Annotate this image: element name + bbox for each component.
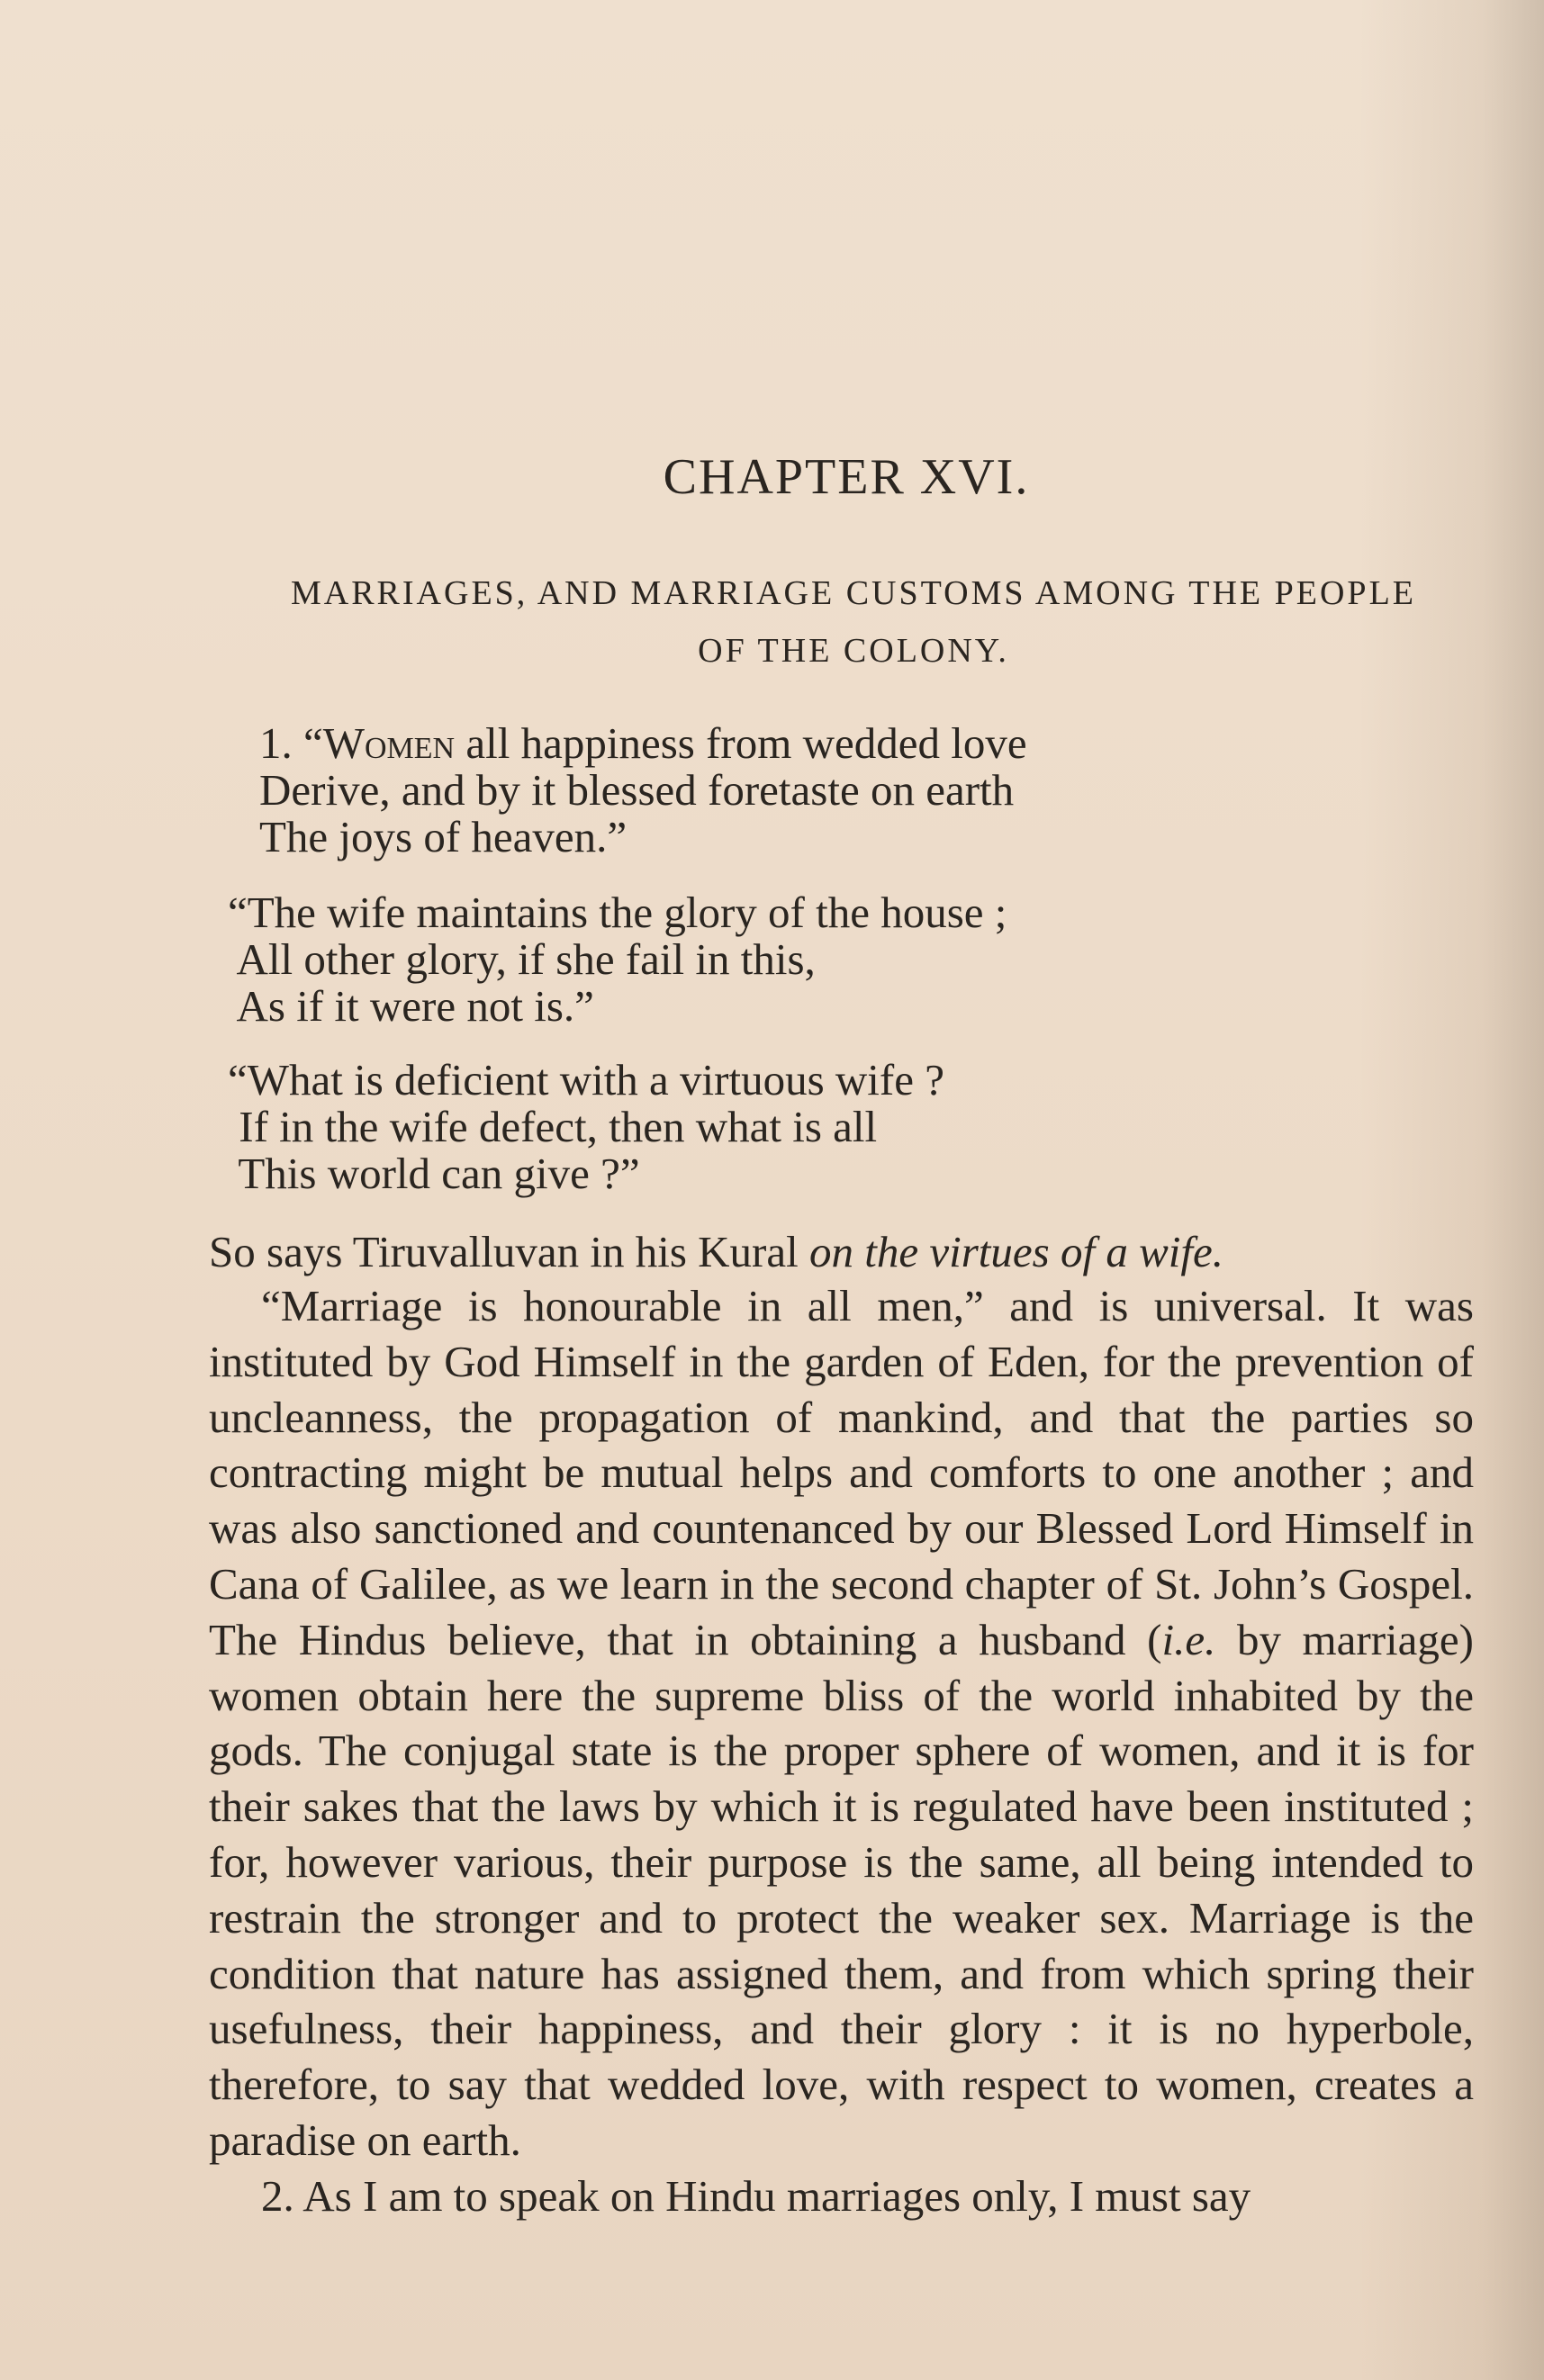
verse-number: 1. “ [259, 718, 323, 768]
chapter-title: CHAPTER XVI. [663, 449, 1030, 505]
attribution-italic-text: on the virtues of a wife. [808, 1227, 1223, 1276]
chapter-subtitle [241, 564, 1466, 680]
verse-stanza-1 [259, 720, 1027, 861]
verse-text: The joys of heaven.” [259, 812, 628, 861]
verse-line [259, 720, 1027, 767]
verse-line: If in the wife defect, then what is all [228, 1102, 878, 1151]
verse-smallcaps-word: Women [322, 718, 456, 768]
verse-text: Derive, and by it blessed foretaste on earth [259, 765, 1015, 815]
verse-line: “The wife maintains the glory of the house ; [228, 888, 1007, 937]
attribution-text: So says Tiruvalluvan in his Kural [209, 1227, 809, 1276]
verse-line: All other glory, if she fail in this, [228, 934, 816, 984]
paragraph-italic-text: i.e. [1161, 1614, 1216, 1664]
paragraph-1 [209, 1278, 1474, 2168]
verse-line: “What is deficient with a virtuous wife ? [228, 1055, 944, 1104]
chapter-subtitle-line-1: MARRIAGES, AND MARRIAGE CUSTOMS AMONG THE PEOPLE [290, 574, 1416, 612]
verse-line: This world can give ?” [228, 1149, 640, 1198]
verse-line: As if it were not is.” [228, 981, 594, 1031]
verse-text: all happiness from wedded love [455, 718, 1027, 768]
verse-line [259, 767, 1027, 814]
verse-line [259, 814, 1027, 861]
verse-stanza-3 [228, 1057, 944, 1197]
paragraph-text: by marriage) women obtain here the supreme bliss of the world inhabited by the gods. The conjugal state is the proper sphere of women, and it is for their sakes that the laws by which it is regulated have been instituted ; for, however various, their purpose is the same, all being intended to restrain the stronger and to protect the weaker sex. Marriage is the condition that nature has assigned them, and from which spring their usefulness, their happiness, and their glory : it is no hyperbole, therefore, to say that wedded love, with respect to women, creates a paradise on earth. [209, 1614, 1474, 2165]
paragraph-text: “Marriage is honourable in all men,” and is universal. It was instituted by God Himself in the garden of Eden, for the prevention of uncleanness, the propagation of mankind, and that the parties so contracting might be mutual helps and comforts to one another ; and was also sanctioned and countenanced by our Blessed Lord Himself in Cana of Galilee, as we learn in the second chapter of St. John’s Gospel. The Hindus believe, that in obtaining a husband ( [209, 1281, 1474, 1664]
chapter-subtitle-line-2: OF THE COLONY. [698, 632, 1009, 670]
paragraph-2: 2. As I am to speak on Hindu marriages only, I must say [261, 2170, 1251, 2221]
verse-stanza-2 [228, 889, 1007, 1030]
verse-attribution [209, 1226, 1223, 1277]
body-text [209, 1278, 1474, 2224]
